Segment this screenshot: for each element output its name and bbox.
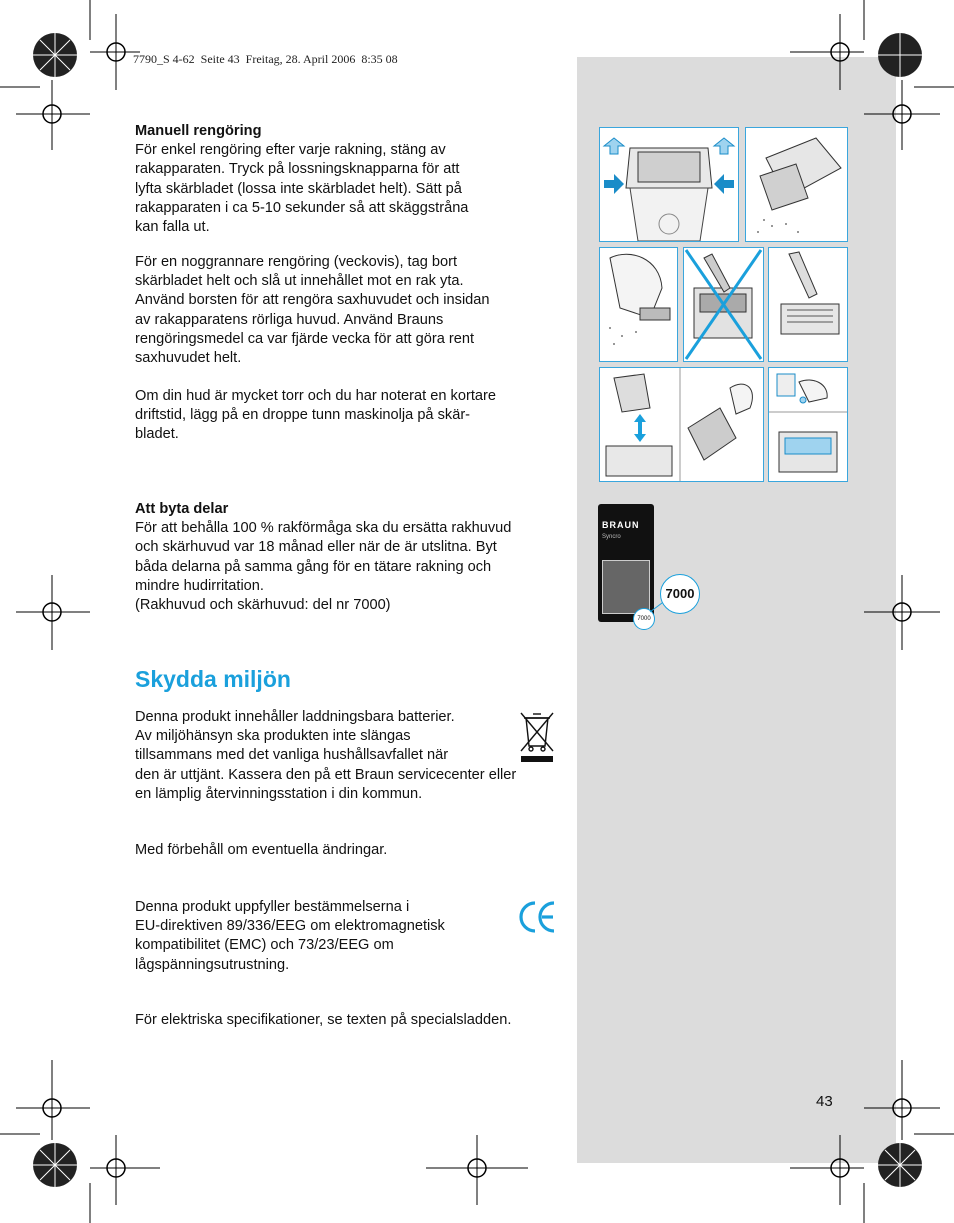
weekly-cleaning-line: saxhuvudet helt. [135, 350, 242, 367]
environment-line: Av miljöhänsyn ska produkten inte slängas [135, 728, 411, 745]
compliance-line: Denna produkt uppfyller bestämmelserna i [135, 899, 410, 915]
manual-cleaning-line: kan falla ut. [135, 219, 210, 236]
illustration-oil-foil [768, 367, 848, 482]
replacement-pack [598, 504, 654, 622]
manual-cleaning-line: lyfta skärbladet (lossa inte skärbladet helt). Sätt på [135, 180, 462, 197]
print-slug: 7790_S 4-62 Seite 43 Freitag, 28. April 2006 8:35 08 [133, 52, 398, 66]
illustration-release-foil [599, 127, 739, 242]
manual-cleaning-line: rakapparaten. Tryck på lossningsknapparna för att [135, 161, 460, 178]
environment-heading: Skydda miljön [135, 666, 291, 692]
page-number: 43 [816, 1093, 833, 1110]
pack-subbrand: Syncro [602, 534, 621, 540]
ce-mark-icon [516, 898, 558, 936]
illustration-run-shaver [745, 127, 848, 242]
manual-cleaning-section [135, 122, 560, 237]
manual-cleaning-line: rakapparaten i ca 5-10 sekunder så att skäggstråna [135, 199, 469, 216]
illustration-remove-and-clean-parts [599, 367, 764, 482]
manual-cleaning-heading: Manuell rengöring [135, 123, 262, 139]
part-number-callout: 7000 [660, 574, 700, 614]
illustration-brush-cutter [768, 247, 848, 362]
oil-paragraph [135, 387, 560, 445]
manual-cleaning-line: För enkel rengöring efter varje rakning, stäng av [135, 142, 446, 159]
weekly-cleaning-paragraph [135, 253, 560, 368]
compliance-paragraph [135, 898, 560, 975]
reservation-note: Med förbehåll om eventuella ändringar. [135, 842, 388, 858]
illustration-tap-out [599, 247, 678, 362]
crossed-bin-icon [518, 710, 556, 766]
compliance-line: lågspänningsutrustning. [135, 956, 290, 973]
illustration-do-not-brush-foil [683, 247, 764, 362]
environment-line: den är uttjänt. Kassera den på ett Braun servicecenter eller [135, 766, 517, 783]
oil-line: bladet. [135, 426, 179, 443]
compliance-line: EU-direktiven 89/336/EEG om elektromagnetisk [135, 918, 445, 935]
environment-line: tillsammans med det vanliga hushållsavfallet när [135, 747, 449, 764]
weekly-cleaning-line: Använd borsten för att rengöra saxhuvudet och insidan [135, 292, 490, 309]
weekly-cleaning-line: För en noggrannare rengöring (veckovis), tag bort [135, 254, 458, 270]
pack-window [602, 560, 650, 614]
oil-line: Om din hud är mycket torr och du har noterat en kortare [135, 388, 496, 404]
replace-parts-section [135, 500, 560, 615]
pack-part-number: 7000 [633, 608, 655, 630]
weekly-cleaning-line: skärbladet helt och slå ut innehållet mot en rak yta. [135, 273, 464, 290]
replace-parts-line: För att behålla 100 % rakförmåga ska du ersätta rakhuvud [135, 520, 512, 537]
compliance-line: kompatibilitet (EMC) och 73/23/EEG om [135, 937, 394, 954]
replace-parts-line: (Rakhuvud och skärhuvud: del nr 7000) [135, 597, 391, 614]
weekly-cleaning-line: av rakapparatens rörliga huvud. Använd Brauns [135, 311, 444, 328]
replace-parts-line: mindre hudirritation. [135, 577, 264, 594]
replace-parts-line: båda delarna på samma gång för en tätare rakning och [135, 558, 492, 575]
specs-note: För elektriska specifikationer, se texten på specialsladden. [135, 1012, 512, 1028]
environment-line: en lämplig återvinningsstation i din kommun. [135, 785, 423, 802]
oil-line: driftstid, lägg på en droppe tunn maskinolja på skär- [135, 407, 471, 424]
replace-parts-line: och skärhuvud var 18 månad eller när de är utslitna. Byt [135, 539, 497, 556]
environment-line: Denna produkt innehåller laddningsbara batterier. [135, 709, 455, 725]
weekly-cleaning-line: rengöringsmedel ca var fjärde vecka för att göra rent [135, 330, 475, 347]
environment-paragraph [135, 708, 565, 804]
replace-parts-heading: Att byta delar [135, 501, 229, 517]
pack-brand: BRAUN [602, 520, 640, 530]
